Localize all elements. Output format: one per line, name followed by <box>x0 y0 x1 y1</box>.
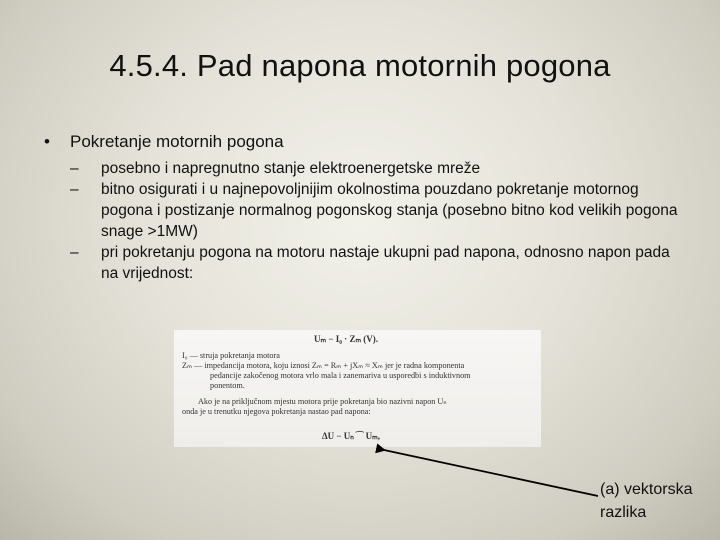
sub-item <box>70 179 684 242</box>
slide-title: 4.5.4. Pad napona motornih pogona <box>109 48 611 83</box>
sub-item <box>70 242 684 284</box>
sub-item-text: posebno i napregnutno stanje elektroenergetske mreže <box>101 160 481 177</box>
scan-line: onda je u trenutku njegova pokretanja nastao pad napona: <box>182 407 371 416</box>
sub-list <box>70 158 684 284</box>
scan-formula-bottom: ΔU − Uₙ ⁀ Uₘ, <box>322 431 380 441</box>
sub-item <box>70 158 684 179</box>
arrow-line <box>384 450 598 496</box>
dash-icon: – <box>70 181 79 198</box>
scan-formula-top: Uₘ − I₀ · Zₘ (V). <box>314 334 379 344</box>
bullet-dot-icon: • <box>44 132 50 151</box>
scanned-text-image <box>174 330 541 447</box>
dash-icon: – <box>70 160 79 177</box>
main-bullet <box>44 130 684 154</box>
scan-line: pedancije zakočenog motora vrlo mala i zanemariva u usporedbi s induktivnom <box>210 371 471 380</box>
scan-line: ponentom. <box>210 381 245 390</box>
scan-line: Ako je na priključnom mjestu motora prije pokretanja bio nazivni napon Uₙ <box>198 397 447 406</box>
main-bullet-text: Pokretanje motornih pogona <box>70 132 284 151</box>
callout-label: (a) vektorska razlika <box>600 481 693 521</box>
dash-icon: – <box>70 244 79 261</box>
slide-content <box>44 130 684 284</box>
scan-line: I₀ — struja pokretanja motora <box>182 351 280 360</box>
sub-item-text: bitno osigurati i u najnepovoljnijim okolnostima pouzdano pokretanje motornog pogona i postizanje normalnog pogonskog stanja (posebno bitno kod velikih pogona snage >1MW) <box>101 181 678 240</box>
scan-line: Zₘ — impedancija motora, koju iznosi Zₘ = Rₘ + jXₘ ≈ Xₘ jer je radna komponenta <box>182 361 465 370</box>
sub-item-text: pri pokretanju pogona na motoru nastaje ukupni pad napona, odnosno napon pada na vrijednost: <box>101 244 670 282</box>
